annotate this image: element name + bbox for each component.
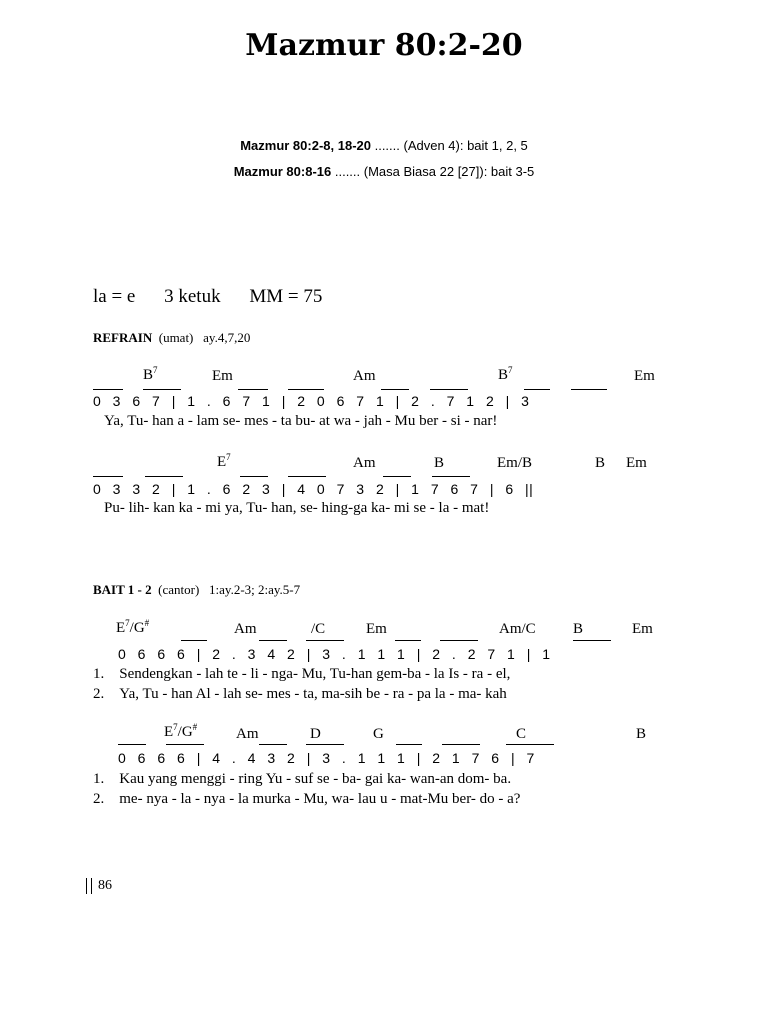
subtitle-1-ref: Mazmur 80:2-8, 18-20 [240, 138, 371, 153]
refrain-verses: ay.4,7,20 [203, 330, 251, 345]
bait-lyric-text: Sendengkan - lah te - li - nga- Mu, Tu-han gem-ba - la Is - ra - el, [119, 666, 511, 682]
bait-performer: (cantor) [158, 582, 200, 597]
bait-lyric-text: me- nya - la - nya - la murka - Mu, wa- lau u - mat-Mu ber- do - a? [119, 791, 521, 807]
chord: B [573, 621, 584, 637]
bait-lyric-text: Kau yang menggi - ring Yu - suf se - ba- gai ka- wan-an dom- ba. [119, 771, 512, 787]
bait-lyrics-2-2: 2. me- nya - la - nya - la murka - Mu, wa- lau u - mat-Mu ber- do - a? [93, 791, 521, 807]
refrain-notes-1: 0 3 6 7 | 1 . 6 7 1 | 2 0 6 7 1 | 2 . 7 1 2 | 3 [93, 393, 530, 409]
bait-label: BAIT 1 - 2 [93, 582, 152, 597]
chord: B [595, 455, 606, 471]
refrain-lyrics-1: Ya, Tu- han a - lam se- mes - ta bu- at wa - jah - Mu ber - si - nar! [104, 413, 498, 429]
refrain-heading [93, 330, 250, 346]
chord: C [516, 726, 527, 742]
refrain-performer: (umat) [158, 330, 194, 345]
refrain-label: REFRAIN [93, 330, 153, 345]
refrain-notes-2: 0 3 3 2 | 1 . 6 2 3 | 4 0 7 3 2 | 1 7 6 7 | 6 || [93, 481, 534, 497]
refrain-lyrics-2: Pu- lih- kan ka - mi ya, Tu- han, se- hing-ga ka- mi se - la - mat! [104, 500, 490, 516]
chord: $E^7/G^{\#}$ [164, 722, 198, 740]
page-title: Mazmur 80:2-20 [245, 28, 523, 63]
chord: Am [353, 455, 376, 471]
chord: $B^7$ [498, 365, 513, 383]
chord: Em/B [497, 455, 533, 471]
chord: $E^7/G^{\#}$ [116, 618, 150, 636]
tempo-line [93, 286, 346, 308]
bait-notes-2: 0 6 6 6 | 4 . 4 3 2 | 3 . 1 1 1 | 2 1 7 6 | 7 [118, 750, 535, 766]
chord: G [373, 726, 384, 742]
chord: Am/C [499, 621, 536, 637]
metronome: MM = 75 [249, 286, 323, 307]
chord: Em [212, 368, 233, 384]
chord: Em [626, 455, 647, 471]
page-bar-icon [86, 878, 92, 894]
meter: 3 ketuk [164, 286, 221, 307]
bait-verses: 1:ay.2-3; 2:ay.5-7 [209, 582, 301, 597]
page-number: 86 [98, 878, 112, 893]
chord: B [636, 726, 647, 742]
chord: D [310, 726, 321, 742]
chord: B [434, 455, 445, 471]
bait-lyric-text: Ya, Tu - han Al - lah se- mes - ta, ma-sih be - ra - pa la - ma- kah [119, 686, 507, 702]
chord: $E^7$ [217, 452, 231, 470]
subtitle-1-rest: ....... (Adven 4): bait 1, 2, 5 [370, 138, 528, 153]
chord: Em [632, 621, 653, 637]
subtitle-2-rest: ....... (Masa Biasa 22 [27]): bait 3-5 [331, 164, 535, 179]
chord: Em [366, 621, 387, 637]
subtitle-2 [0, 164, 768, 179]
chord: Am [236, 726, 259, 742]
bait-lyrics-2-1: 1. Kau yang menggi - ring Yu - suf se - ba- gai ka- wan-an dom- ba. [93, 771, 512, 787]
bait-lyrics-1-1: 1. Sendengkan - lah te - li - nga- Mu, Tu-han gem-ba - la Is - ra - el, [93, 666, 511, 682]
key-signature: la = e [93, 286, 136, 307]
chord: $B^7$ [143, 365, 158, 383]
subtitle-2-ref: Mazmur 80:8-16 [233, 164, 332, 179]
chord: Am [234, 621, 257, 637]
chord: /C [311, 621, 326, 637]
bait-heading [93, 582, 300, 598]
chord: Am [353, 368, 376, 384]
bait-notes-1: 0 6 6 6 | 2 . 3 4 2 | 3 . 1 1 1 | 2 . 2 7 1 | 1 [118, 646, 551, 662]
bait-lyrics-1-2: 2. Ya, Tu - han Al - lah se- mes - ta, ma-sih be - ra - pa la - ma- kah [93, 686, 507, 702]
subtitle-1 [0, 138, 768, 153]
chord: Em [634, 368, 655, 384]
